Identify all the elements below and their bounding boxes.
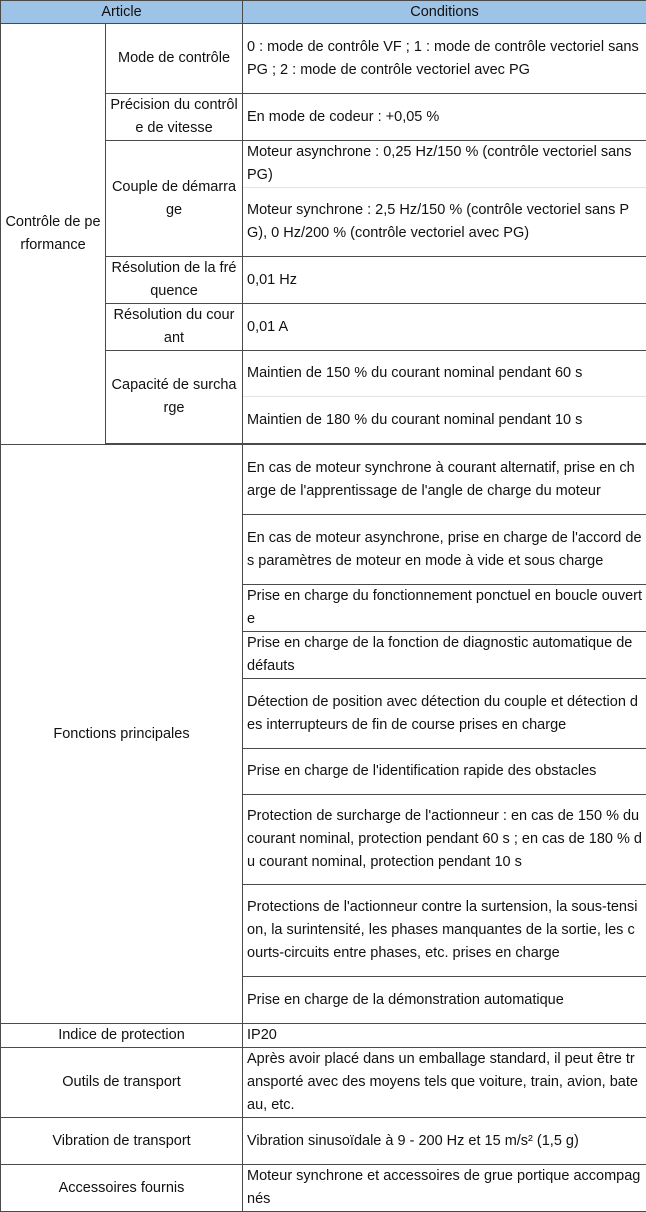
label-transport-vibration: Vibration de transport <box>1 1118 243 1165</box>
function-item: En cas de moteur asynchrone, prise en charge de l'accord des paramètres de moteur en mode à vide et sous charge <box>243 515 646 585</box>
function-item: Détection de position avec détection du couple et détection des interrupteurs de fin de course prises en charge <box>243 679 646 749</box>
function-item: En cas de moteur synchrone à courant alternatif, prise en charge de l'apprentissage de l'angle de charge du moteur <box>243 445 646 515</box>
value-transport-vibration: Vibration sinusoïdale à 9 - 200 Hz et 15 m/s² (1,5 g) <box>243 1118 646 1165</box>
label-accessories: Accessoires fournis <box>1 1165 243 1212</box>
header-row <box>1 1 646 24</box>
header-article: Article <box>1 1 243 24</box>
label-starting-torque: Couple de démarrage <box>106 141 243 257</box>
label-main-functions: Fonctions principales <box>1 445 243 1024</box>
value-control-mode: 0 : mode de contrôle VF ; 1 : mode de contrôle vectoriel sans PG ; 2 : mode de contrôle vectoriel avec PG <box>243 24 646 94</box>
label-speed-precision: Précision du contrôle de vitesse <box>106 94 243 141</box>
function-item: Prise en charge de la fonction de diagnostic automatique de défauts <box>243 632 646 679</box>
value-starting-torque-async: Moteur asynchrone : 0,25 Hz/150 % (contrôle vectoriel sans PG) <box>243 141 646 188</box>
function-item: Prise en charge de la démonstration automatique <box>243 977 646 1024</box>
table-row <box>1 1165 646 1212</box>
header-conditions: Conditions <box>243 1 646 24</box>
label-current-resolution: Résolution du courant <box>106 304 243 351</box>
table-row <box>1 1118 646 1165</box>
value-accessories: Moteur synchrone et accessoires de grue portique accompagnés <box>243 1165 646 1212</box>
value-transport-tools: Après avoir placé dans un emballage standard, il peut être transporté avec des moyens tels que voiture, train, avion, bateau, etc. <box>243 1048 646 1118</box>
table-row <box>1 445 646 515</box>
function-item: Prise en charge de l'identification rapide des obstacles <box>243 749 646 795</box>
value-speed-precision: En mode de codeur : +0,05 % <box>243 94 646 141</box>
value-frequency-resolution: 0,01 Hz <box>243 257 646 304</box>
value-overload-150: Maintien de 150 % du courant nominal pendant 60 s <box>243 351 646 397</box>
function-item: Protections de l'actionneur contre la surtension, la sous-tension, la surintensité, les phases manquantes de la sortie, les courts-circuits entre phases, etc. prises en charge <box>243 885 646 977</box>
label-control-mode: Mode de contrôle <box>106 24 243 94</box>
table-row <box>1 1048 646 1118</box>
table-row <box>1 1024 646 1048</box>
value-current-resolution: 0,01 A <box>243 304 646 351</box>
value-starting-torque-sync: Moteur synchrone : 2,5 Hz/150 % (contrôle vectoriel sans PG), 0 Hz/200 % (contrôle vectoriel avec PG) <box>243 188 646 257</box>
value-overload-180: Maintien de 180 % du courant nominal pendant 10 s <box>243 397 646 444</box>
group-performance-control: Contrôle de performance <box>1 24 106 445</box>
function-item: Prise en charge du fonctionnement ponctuel en boucle ouverte <box>243 585 646 632</box>
label-overload-capacity: Capacité de surcharge <box>106 351 243 444</box>
label-frequency-resolution: Résolution de la fréquence <box>106 257 243 304</box>
label-protection-index: Indice de protection <box>1 1024 243 1048</box>
table-row <box>1 24 646 94</box>
label-transport-tools: Outils de transport <box>1 1048 243 1118</box>
function-item: Protection de surcharge de l'actionneur : en cas de 150 % du courant nominal, protection pendant 60 s ; en cas de 180 % du courant nominal, protection pendant 10 s <box>243 795 646 885</box>
value-protection-index: IP20 <box>243 1024 646 1048</box>
